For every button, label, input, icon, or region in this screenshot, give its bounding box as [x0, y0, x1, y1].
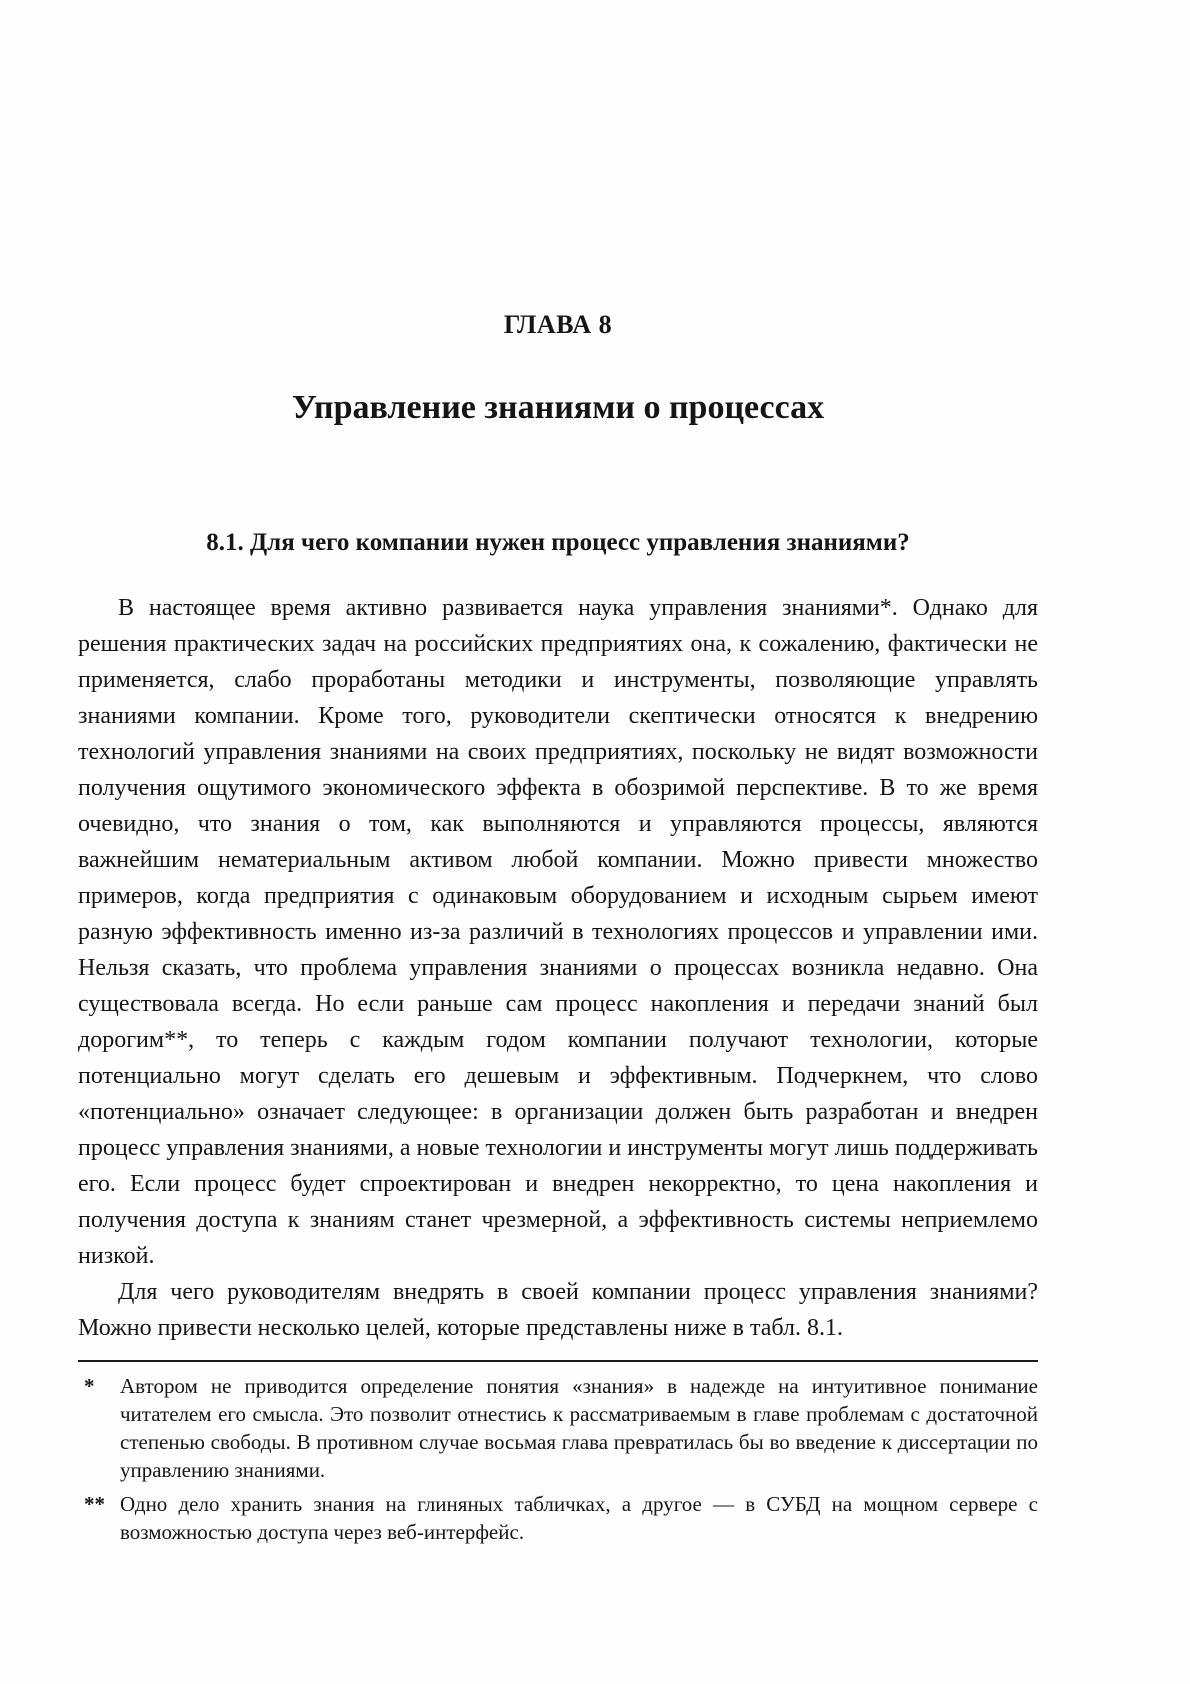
footnote-1-marker: *	[84, 1374, 95, 1398]
body-paragraph-1: В настоящее время активно развивается наука управления знаниями*. Однако для решения практических задач на российских предприятиях она, к сожалению, фактически не применяется, слабо проработаны методики и инструменты, позволяющие управлять знаниями компании. Кроме того, руководители скептически относятся к внедрению технологий управления знаниями на своих предприятиях, поскольку не видят возможности получения ощутимого экономического эффекта в обозримой перспективе. В то же время очевидно, что знания о том, как выполняются и управляются процессы, являются важнейшим нематериальным активом любой компании. Можно привести множество примеров, когда предприятия с одинаковым оборудованием и исходным сырьем имеют разную эффективность именно из-за различий в технологиях процессов и управлении ими. Нельзя сказать, что проблема управления знаниями о процессах возникла недавно. Она существовала всегда. Но если раньше сам процесс накопления и передачи знаний был дорогим**, то теперь с каждым годом компании получают технологии, которые потенциально могут сделать его дешевым и эффективным. Подчеркнем, что слово «потенциально» означает следующее: в организации должен быть разработан и внедрен процесс управления знаниями, а новые технологии и инструменты могут лишь поддерживать его. Если процесс будет спроектирован и внедрен некорректно, то цена накопления и получения доступа к знаниям станет чрезмерной, а эффективность системы неприемлемо низкой.	[78, 595, 1038, 1269]
footnote-1	[78, 1372, 1038, 1484]
footnote-1-text: Автором не приводится определение понятия «знания» в надежде на интуитивное понимание читателем его смысла. Это позволит отнестись к рассматриваемым в главе проблемам с достаточной степенью свободы. В противном случае восьмая глава превратилась бы во введение к диссертации по управлению знаниями.	[120, 1374, 1038, 1482]
footnote-2-text: Одно дело хранить знания на глиняных табличках, а другое — в СУБД на мощном сервере с возможностью доступа через веб-интерфейс.	[120, 1492, 1038, 1544]
body-paragraph-2: Для чего руководителям внедрять в своей компании процесс управления знаниями? Можно привести несколько целей, которые представлены ниже в табл. 8.1.	[78, 1279, 1038, 1341]
page-content	[78, 310, 1038, 1552]
footnote-2-marker: **	[84, 1492, 105, 1516]
footnotes-section	[78, 1360, 1038, 1546]
chapter-label: ГЛАВА 8	[503, 310, 613, 339]
page-title: Управление знаниями о процессах	[291, 389, 825, 426]
section-heading: 8.1. Для чего компании нужен процесс управления знаниями?	[206, 529, 910, 556]
footnote-2	[78, 1490, 1038, 1546]
